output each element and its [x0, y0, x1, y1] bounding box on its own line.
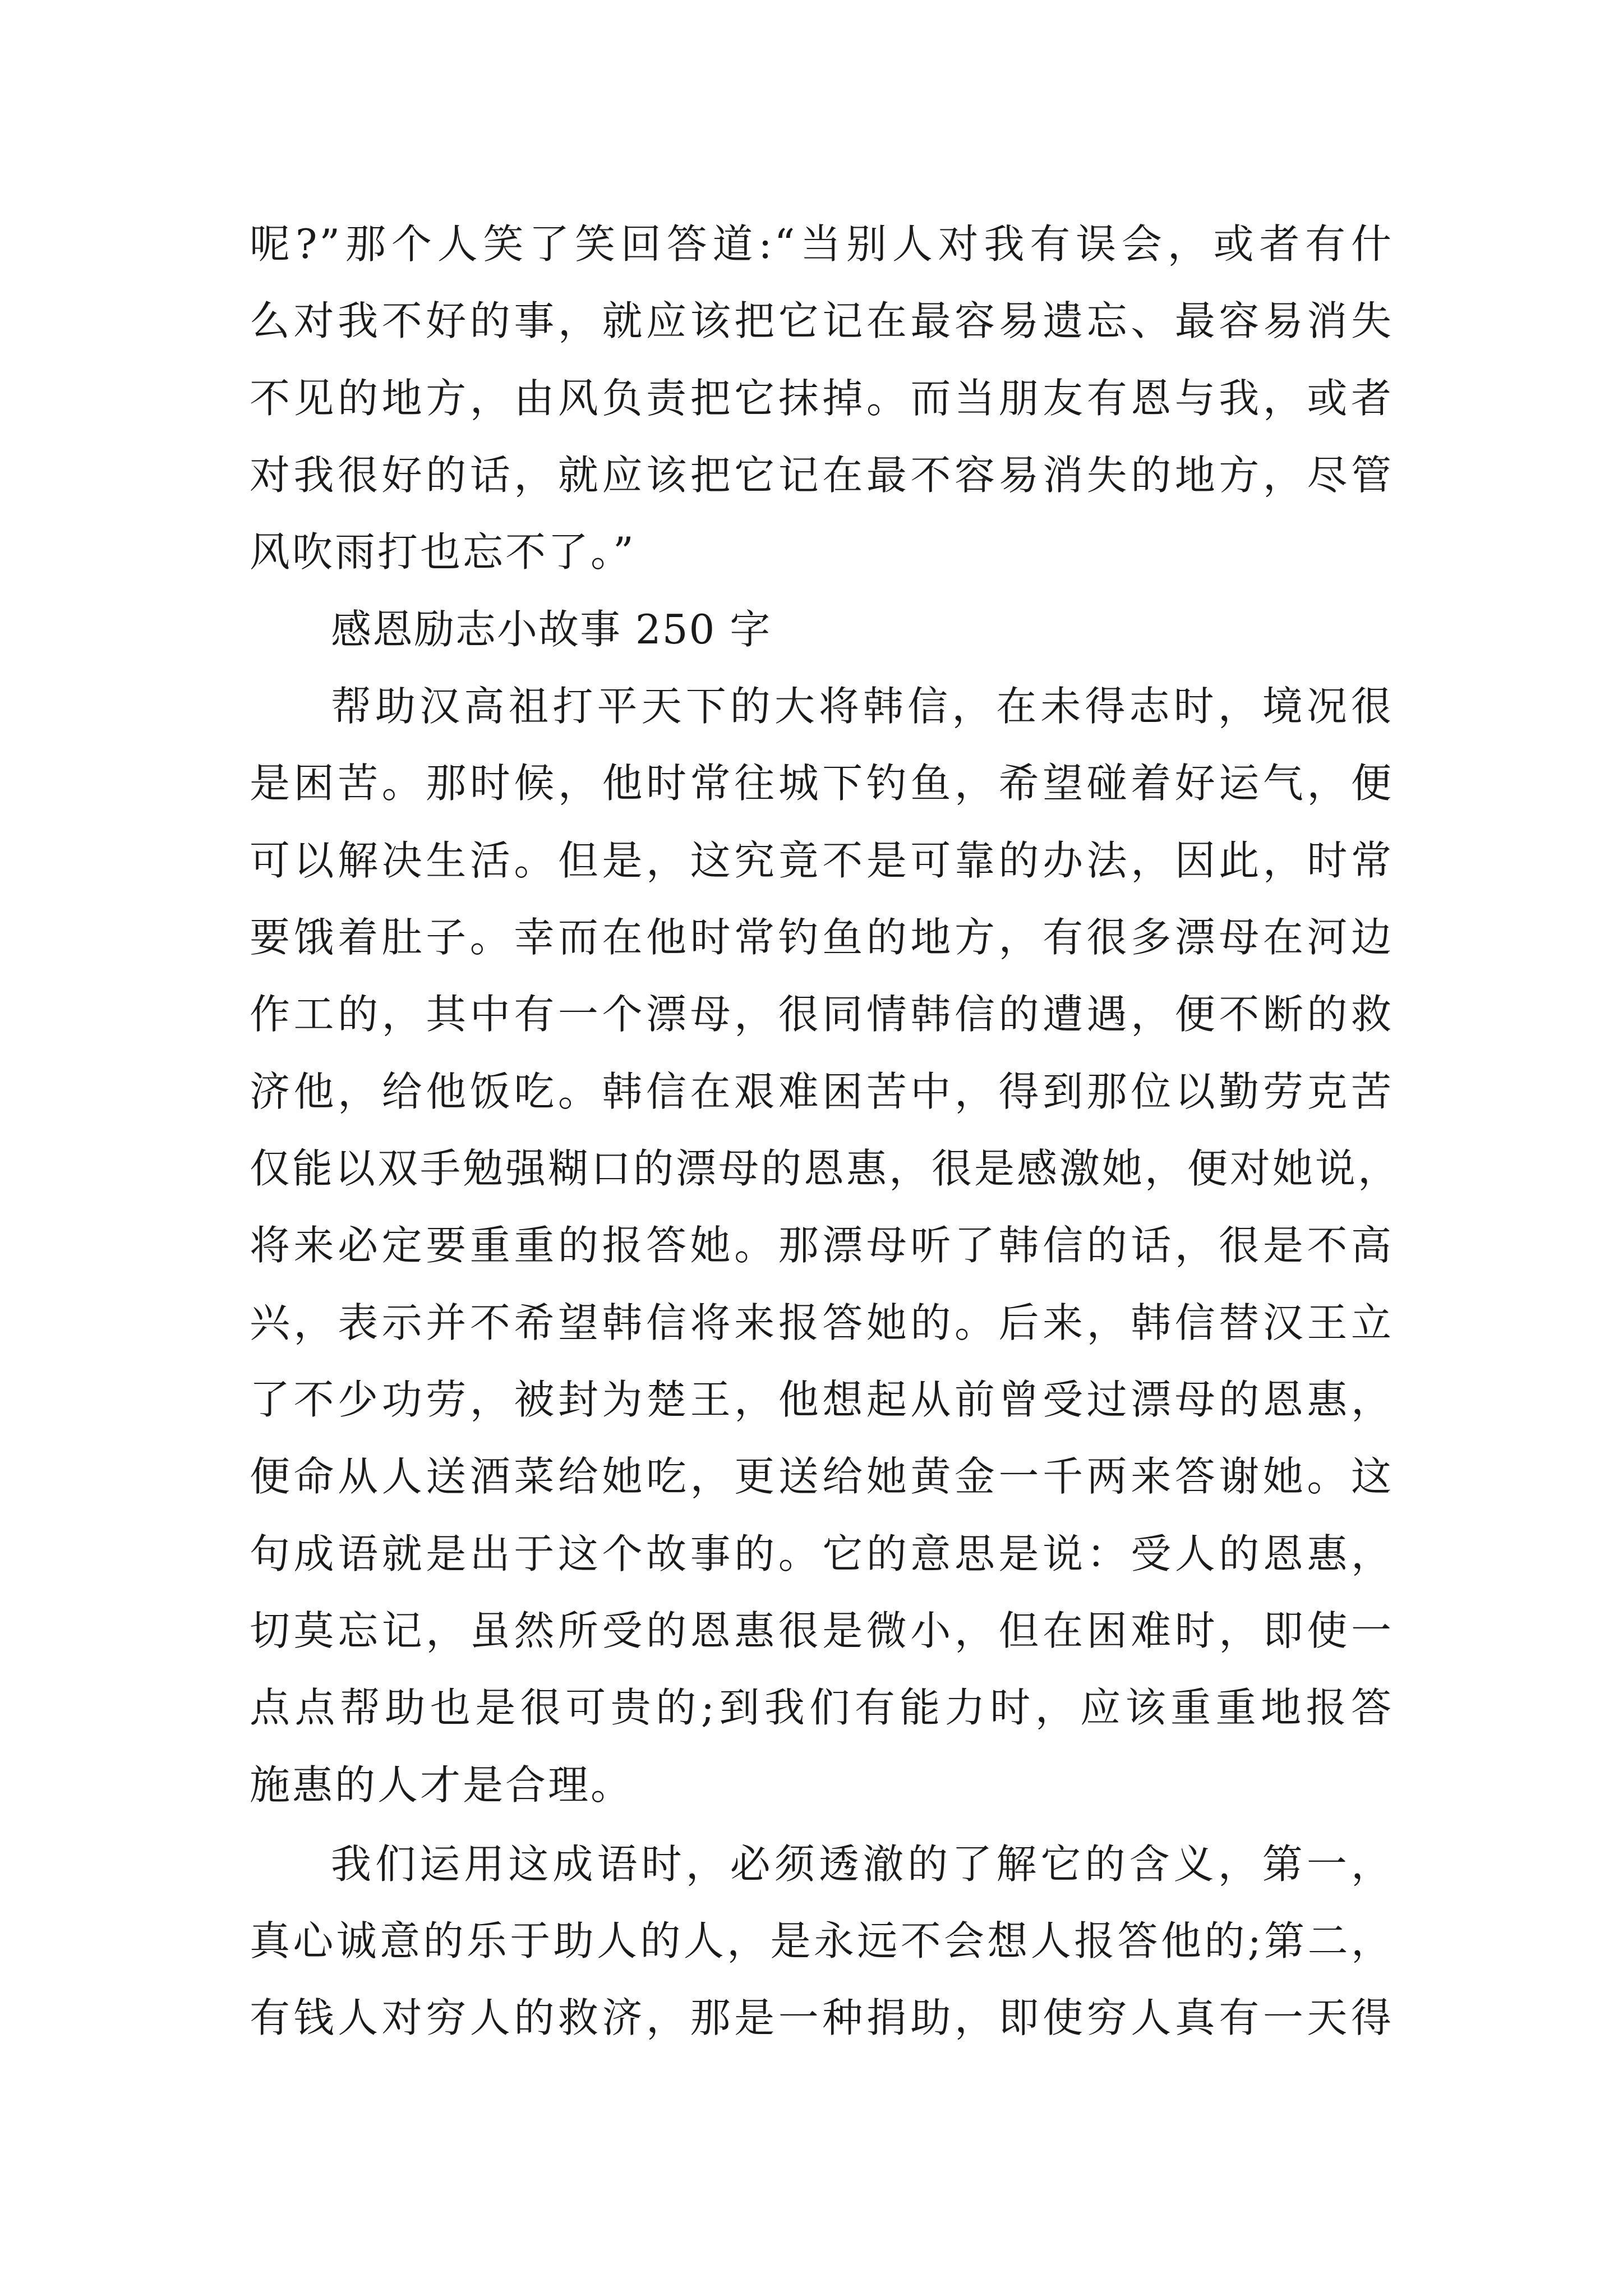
paragraph-1-line-3: 不见的地方，由风负责把它抹掉。而当朋友有恩与我，或者: [250, 375, 1394, 422]
paragraph-2-line-2: 是困苦。那时候，他时常往城下钓鱼，希望碰着好运气，便: [250, 760, 1394, 807]
paragraph-3-line-3: 有钱人对穷人的救济，那是一种捐助，即使穷人真有一天得: [250, 1994, 1394, 2041]
paragraph-2-line-5: 作工的，其中有一个漂母，很同情韩信的遭遇，便不断的救: [250, 991, 1394, 1038]
paragraph-2-line-12: 句成语就是出于这个故事的。它的意思是说：受人的恩惠，: [250, 1530, 1394, 1577]
paragraph-2-line-7: 仅能以双手勉强糊口的漂母的恩惠，很是感激她，便对她说，: [250, 1145, 1401, 1192]
section-heading: 感恩励志小故事 250 字: [331, 606, 772, 653]
paragraph-1-line-4: 对我很好的话，就应该把它记在最不容易消失的地方，尽管: [250, 452, 1394, 499]
paragraph-2-line-11: 便命从人送酒菜给她吃，更送给她黄金一千两来答谢她。这: [250, 1453, 1394, 1500]
paragraph-2-line-14: 点点帮助也是很可贵的;到我们有能力时，应该重重地报答: [250, 1684, 1394, 1731]
paragraph-2-line-6: 济他，给他饭吃。韩信在艰难困苦中，得到那位以勤劳克苦: [250, 1068, 1394, 1115]
paragraph-1-line-2: 么对我不好的事，就应该把它记在最容易遗忘、最容易消失: [250, 297, 1394, 344]
paragraph-2-line-13: 切莫忘记，虽然所受的恩惠很是微小，但在困难时，即使一: [250, 1607, 1394, 1654]
paragraph-2-line-4: 要饿着肚子。幸而在他时常钓鱼的地方，有很多漂母在河边: [250, 914, 1394, 961]
paragraph-1-line-5: 风吹雨打也忘不了。”: [250, 528, 636, 576]
paragraph-2-line-3: 可以解决生活。但是，这究竟不是可靠的办法，因此，时常: [250, 837, 1394, 884]
paragraph-2-line-15: 施惠的人才是合理。: [250, 1761, 634, 1809]
paragraph-2-line-10: 了不少功劳，被封为楚王，他想起从前曾受过漂母的恩惠，: [250, 1376, 1394, 1423]
paragraph-2-line-9: 兴，表示并不希望韩信将来报答她的。后来，韩信替汉王立: [250, 1299, 1394, 1346]
paragraph-3-line-1: 我们运用这成语时，必须透澈的了解它的含义，第一，: [331, 1841, 1394, 1888]
paragraph-2-line-1: 帮助汉高祖打平天下的大将韩信，在未得志时，境况很: [331, 683, 1394, 730]
paragraph-2-line-8: 将来必定要重重的报答她。那漂母听了韩信的话，很是不高: [250, 1222, 1394, 1269]
paragraph-1-line-1: 呢?”那个人笑了笑回答道:“当别人对我有误会，或者有什: [250, 220, 1394, 268]
paragraph-3-line-2: 真心诚意的乐于助人的人，是永远不会想人报答他的;第二，: [250, 1917, 1394, 1964]
